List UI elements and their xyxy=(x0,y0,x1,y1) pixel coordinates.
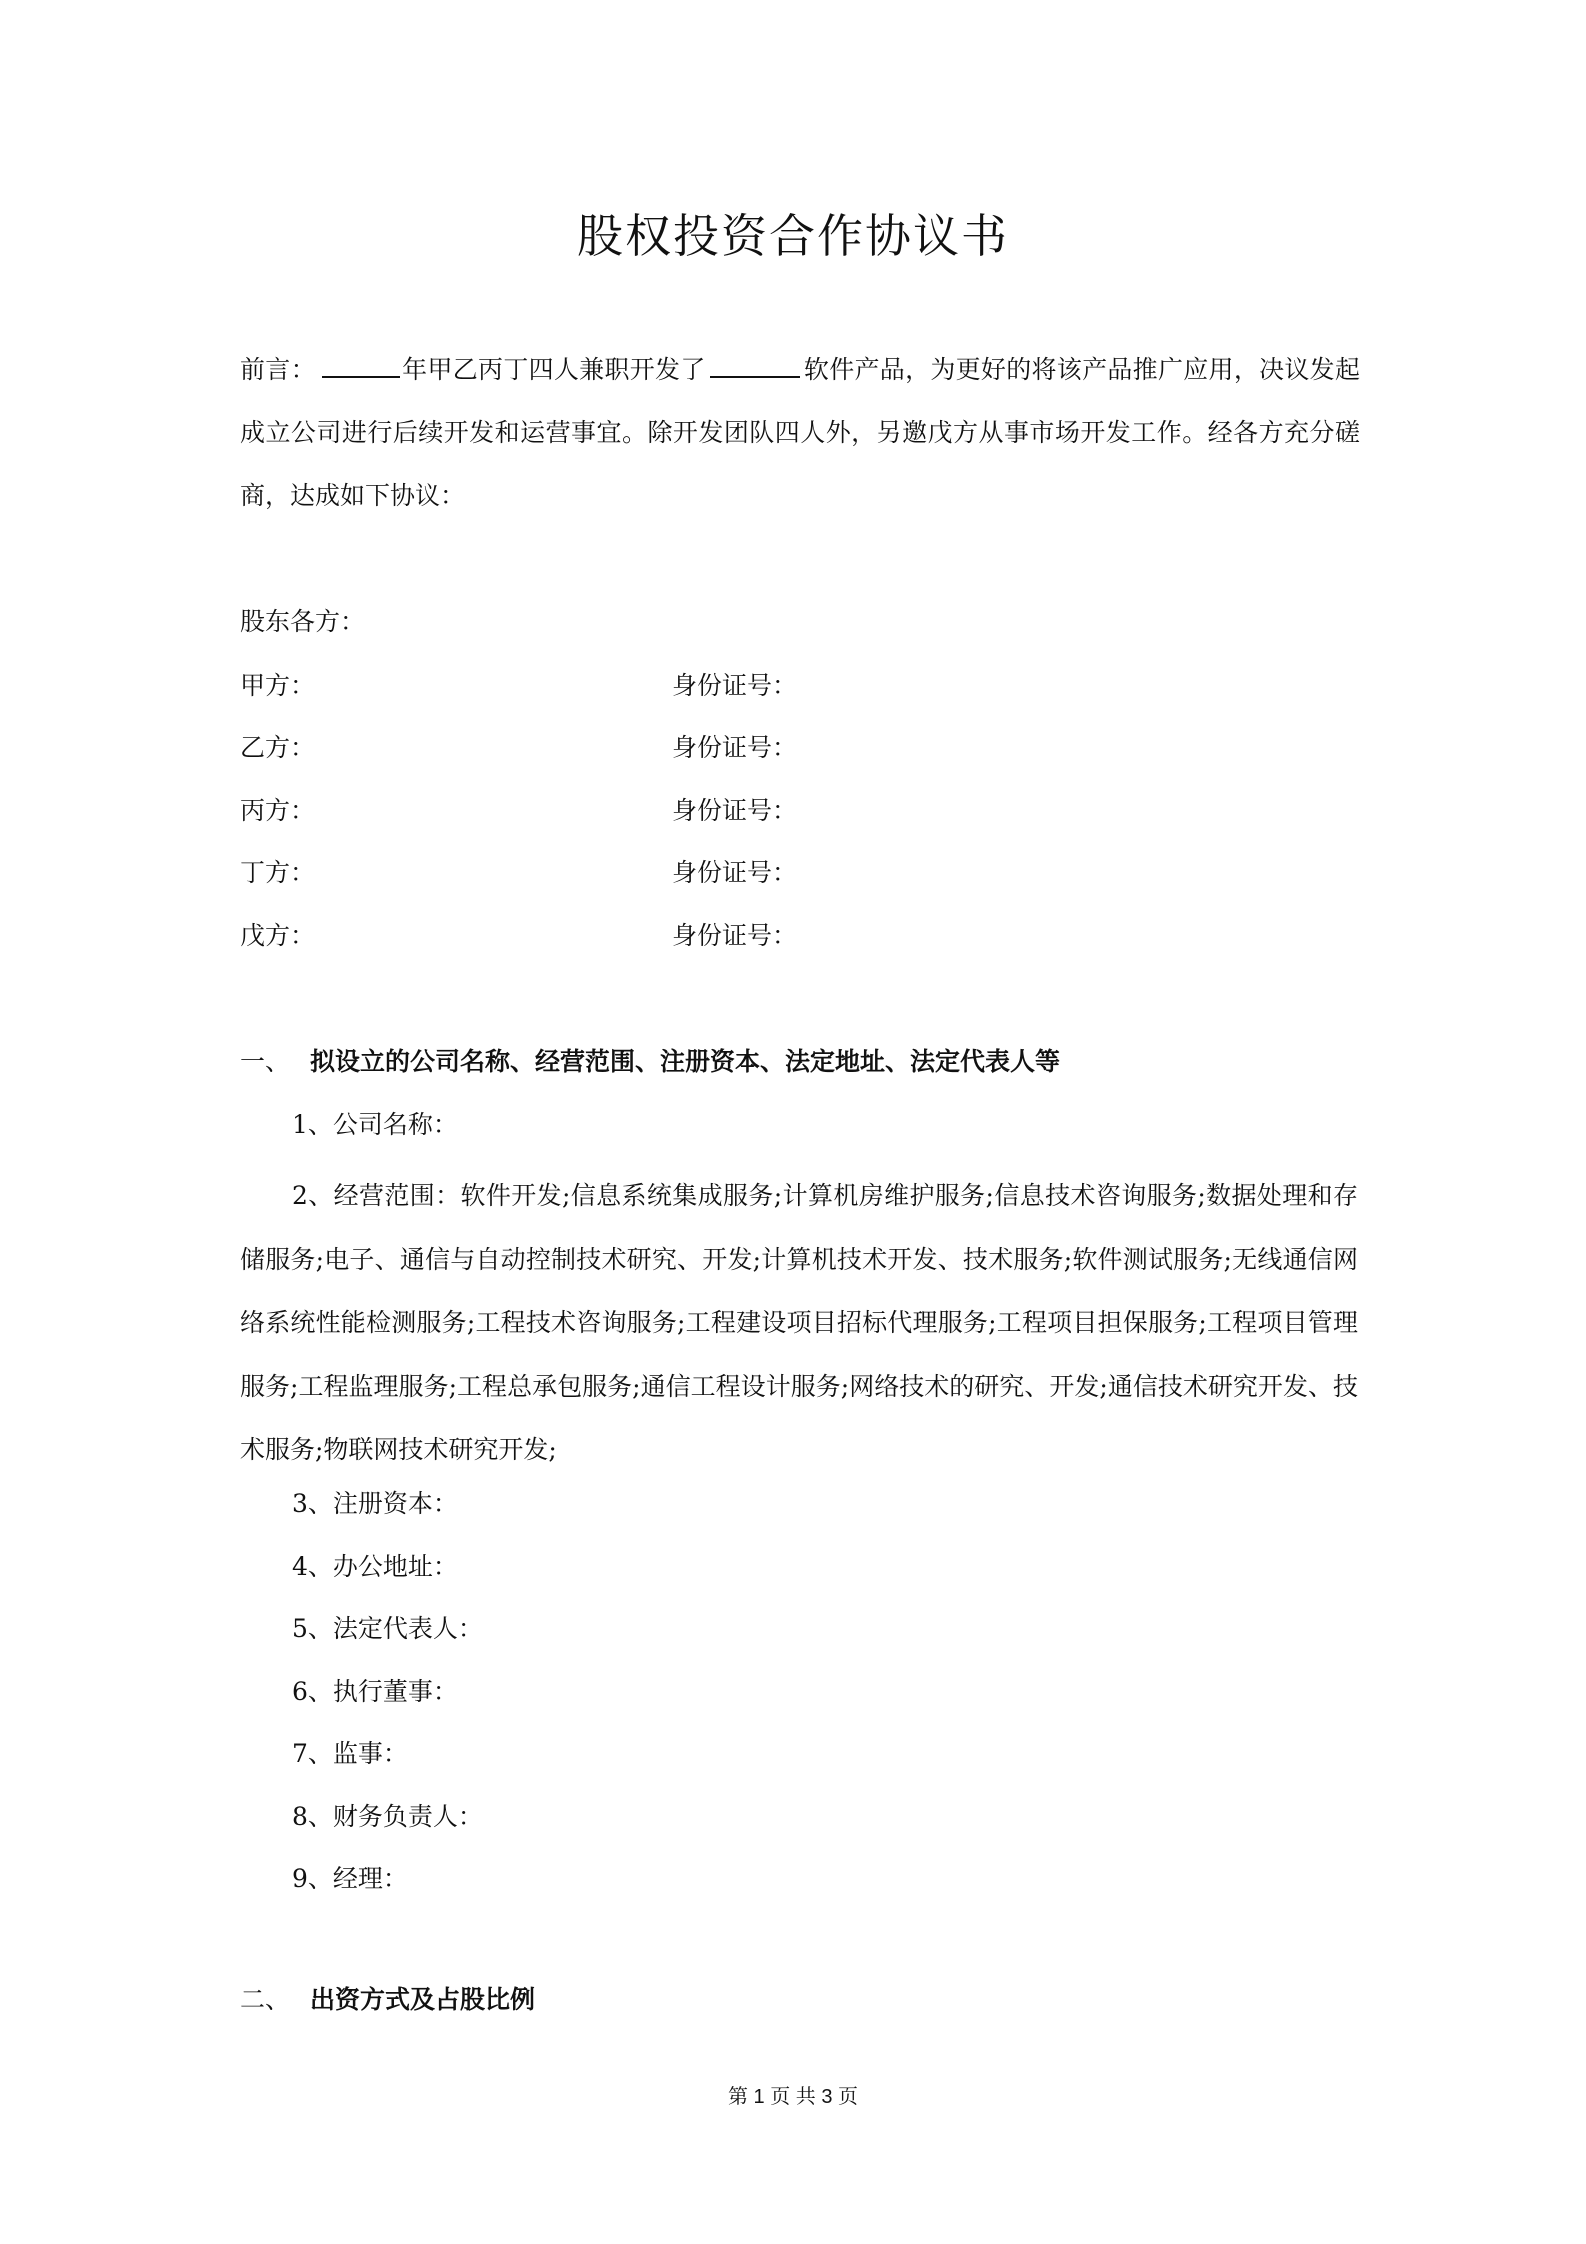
party-wu-id-label: 身份证号： xyxy=(672,921,798,950)
item-supervisor: 7、监事： xyxy=(292,1739,408,1768)
item-executive-director: 6、执行董事： xyxy=(292,1677,458,1706)
party-bing-id-label: 身份证号： xyxy=(672,796,798,825)
section-2-heading xyxy=(240,1984,535,2016)
item-company-name: 1、公司名称： xyxy=(292,1110,458,1139)
item-office-address: 4、办公地址： xyxy=(292,1552,458,1581)
section-1-title: 拟设立的公司名称、经营范围、注册资本、法定地址、法定代表人等 xyxy=(310,1047,1061,1076)
preface-text-2: 软件产品，为更好的将该产品推广应用，决议发起成立公司进行后续开发和运营事宜。除开发团队四人外，另邀戊方从事市场开发工作。经各方充分磋商，达成如下协议： xyxy=(240,355,1360,510)
section-2-title: 出资方式及占股比例 xyxy=(310,1985,536,2014)
section-1-number: 一、 xyxy=(240,1047,291,1076)
product-blank-field xyxy=(710,354,800,378)
item-finance-head: 8、财务负责人： xyxy=(292,1802,483,1831)
year-blank-field xyxy=(322,354,400,378)
item-manager: 9、经理： xyxy=(292,1864,408,1893)
document-title: 股权投资合作协议书 xyxy=(577,209,1009,263)
preface-label: 前言： xyxy=(240,355,316,384)
item-legal-representative: 5、法定代表人： xyxy=(292,1614,483,1643)
preface-paragraph xyxy=(240,338,1360,527)
party-wu-label: 戊方： xyxy=(240,921,316,950)
party-jia-id-label: 身份证号： xyxy=(672,671,798,700)
party-yi-label: 乙方： xyxy=(240,733,316,762)
section-1-heading xyxy=(240,1046,1060,1078)
item-registered-capital: 3、注册资本： xyxy=(292,1489,458,1518)
section-2-number: 二、 xyxy=(240,1985,291,2014)
page-indicator: 第 1 页 共 3 页 xyxy=(727,2086,859,2108)
party-ding-id-label: 身份证号： xyxy=(672,858,798,887)
item-business-scope: 2、经营范围：软件开发;信息系统集成服务;计算机房维护服务;信息技术咨询服务;数据处理和存储服务;电子、通信与自动控制技术研究、开发;计算机技术开发、技术服务;软件测试服务;无线通信网络系统性能检测服务;工程技术咨询服务;工程建设项目招标代理服务;工程项目担保服务;工程项目管理服务;工程监理服务;工程总承包服务;通信工程设计服务;网络技术的研究、开发;通信技术研究开发、技术服务;物联网技术研究开发; xyxy=(240,1181,1358,1464)
party-bing-label: 丙方： xyxy=(240,796,316,825)
party-yi-id-label: 身份证号： xyxy=(672,733,798,762)
preface-text-1: 年甲乙丙丁四人兼职开发了 xyxy=(401,355,706,384)
party-ding-label: 丁方： xyxy=(240,858,316,887)
shareholders-heading: 股东各方： xyxy=(240,607,366,636)
party-jia-label: 甲方： xyxy=(240,671,316,700)
